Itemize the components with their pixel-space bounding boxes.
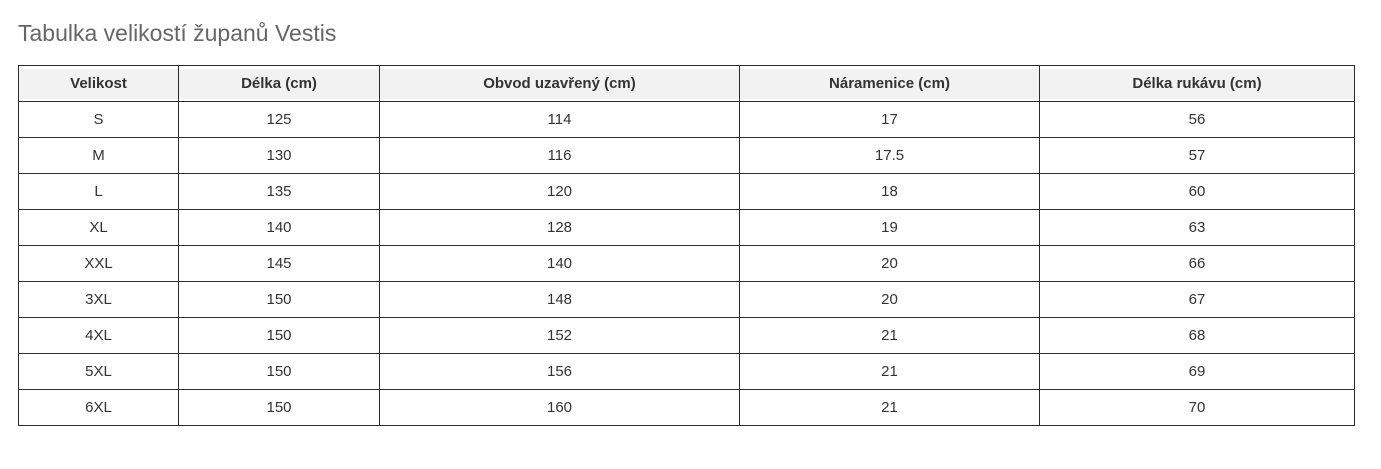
page-title: Tabulka velikostí županů Vestis (18, 20, 337, 46)
size-table-body (19, 102, 1355, 426)
cell-length: 140 (179, 210, 380, 246)
cell-length: 150 (179, 282, 380, 318)
cell-length: 150 (179, 354, 380, 390)
cell-size: 4XL (19, 318, 179, 354)
cell-length: 150 (179, 318, 380, 354)
cell-sleeve: 67 (1040, 282, 1355, 318)
cell-shoulder: 21 (740, 354, 1040, 390)
header-delka-rukavu: Délka rukávu (cm) (1040, 66, 1355, 102)
cell-circumference: 140 (380, 246, 740, 282)
cell-size: L (19, 174, 179, 210)
table-row (19, 282, 1355, 318)
cell-shoulder: 17 (740, 102, 1040, 138)
cell-size: M (19, 138, 179, 174)
header-obvod: Obvod uzavřený (cm) (380, 66, 740, 102)
cell-shoulder: 21 (740, 390, 1040, 426)
cell-length: 145 (179, 246, 380, 282)
cell-circumference: 114 (380, 102, 740, 138)
header-delka: Délka (cm) (179, 66, 380, 102)
cell-sleeve: 70 (1040, 390, 1355, 426)
cell-size: XXL (19, 246, 179, 282)
cell-circumference: 152 (380, 318, 740, 354)
table-row (19, 174, 1355, 210)
cell-shoulder: 18 (740, 174, 1040, 210)
header-velikost: Velikost (19, 66, 179, 102)
cell-length: 130 (179, 138, 380, 174)
cell-circumference: 116 (380, 138, 740, 174)
cell-sleeve: 56 (1040, 102, 1355, 138)
cell-length: 150 (179, 390, 380, 426)
cell-size: S (19, 102, 179, 138)
cell-circumference: 128 (380, 210, 740, 246)
cell-shoulder: 19 (740, 210, 1040, 246)
cell-shoulder: 20 (740, 246, 1040, 282)
size-table-header (19, 66, 1355, 102)
cell-circumference: 160 (380, 390, 740, 426)
table-row (19, 102, 1355, 138)
cell-size: 5XL (19, 354, 179, 390)
table-row (19, 318, 1355, 354)
table-row (19, 246, 1355, 282)
cell-shoulder: 20 (740, 282, 1040, 318)
cell-circumference: 148 (380, 282, 740, 318)
cell-sleeve: 69 (1040, 354, 1355, 390)
cell-shoulder: 21 (740, 318, 1040, 354)
table-row (19, 390, 1355, 426)
cell-circumference: 120 (380, 174, 740, 210)
cell-size: 6XL (19, 390, 179, 426)
header-row (19, 66, 1355, 102)
table-row (19, 138, 1355, 174)
cell-sleeve: 57 (1040, 138, 1355, 174)
cell-size: 3XL (19, 282, 179, 318)
cell-sleeve: 66 (1040, 246, 1355, 282)
cell-sleeve: 60 (1040, 174, 1355, 210)
cell-length: 135 (179, 174, 380, 210)
size-table (18, 65, 1355, 426)
header-naramenice: Náramenice (cm) (740, 66, 1040, 102)
table-row (19, 210, 1355, 246)
cell-circumference: 156 (380, 354, 740, 390)
cell-shoulder: 17.5 (740, 138, 1040, 174)
table-row (19, 354, 1355, 390)
cell-length: 125 (179, 102, 380, 138)
cell-sleeve: 63 (1040, 210, 1355, 246)
cell-sleeve: 68 (1040, 318, 1355, 354)
cell-size: XL (19, 210, 179, 246)
